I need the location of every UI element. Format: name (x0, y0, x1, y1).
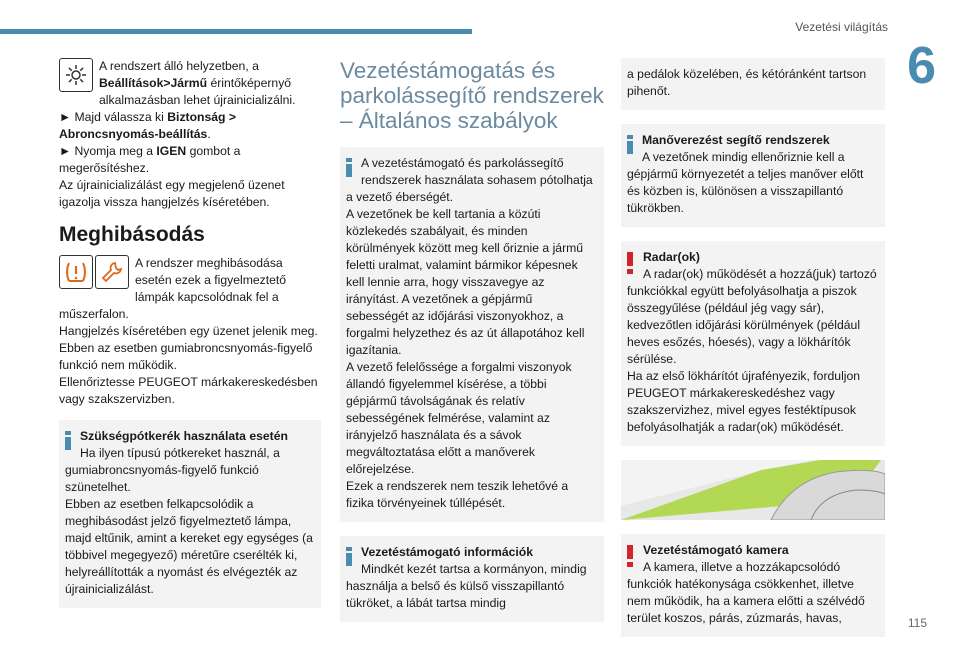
continued-note: a pedálok közelében, és kétóránként tartson pihenőt. (621, 58, 885, 110)
warning-icon (627, 252, 634, 278)
driving-info-note: Vezetéstámogató információk Mindkét kezét tartsa a kormányon, mindig használja a belső és külső visszapillantó tükröket, a lábát tartsa mindig (340, 536, 604, 622)
warning-icon (627, 545, 634, 571)
tyre-pressure-warning-icon (59, 255, 93, 289)
manoeuvre-note: Manőverezést segítő rendszerek A vezetőnek mindig ellenőriznie kell a gépjármű környezetét a teljes manőver előtt és közben is, különösen a visszapillantó tükrökben. (621, 124, 885, 227)
chapter-number: 6 (907, 37, 936, 95)
column-1 (59, 58, 321, 622)
page-number: 115 (907, 616, 927, 630)
general-rules-note: A vezetéstámogató és parkolássegítő rendszerek használata sohasem pótolhatja a vezető éberségét. A vezetőnek be kell tartania a közúti közlekedés szabályait, és minden körülmények között meg kell őriznie a jármű feletti uralmat, valamint bármikor képesnek kell lennie arra, hogy visszavegye az irányítást. A vezetőnek a gépjármű sebességét az időjárási viszonyokhoz, a forgalmi helyzethez és az út állapotához kell igazítania. A vezető felelőssége a forgalmi viszonyok állandó figyelemmel kísérése, a többi gépjármű távolságának és relatív sebességének felmérése, valamint az irányjelző használata és a sávok megváltoztatása előtt a manőverek előrejelzése. Ezek a rendszerek nem teszik lehetővé a fizika törvényeinek túllépését. (340, 147, 604, 522)
camera-warning-note: Vezetéstámogató kamera A kamera, illetve a hozzákapcsolódó funkciók hatékonysága csökkenhet, illetve nem működik, ha a kamera előtti a szélvédő terület koszos, párás, zúzmarás, havas, (621, 534, 885, 637)
column-2 (340, 58, 604, 636)
page-title: Vezetéstámogatás és parkolássegítő rendszerek – Általános szabályok (340, 58, 604, 133)
fault-text-3: Ebben az esetben gumiabroncsnyomás-figyelő funkció nem működik. (59, 341, 313, 372)
step-select: ► Majd válassza ki Biztonság > Abroncsnyomás-beállítás. (59, 110, 236, 141)
camera-illustration (621, 460, 885, 520)
reset-paragraph: A rendszert álló helyzetben, a Beállítások>Jármű érintőképernyő alkalmazásban lehet újrainicializálni. (99, 59, 296, 107)
reset-confirmation-text: Az újrainicializálást egy megjelenő üzenet igazolja vissza hangjelzés kíséretében. (59, 178, 285, 209)
info-icon (346, 158, 352, 177)
section-title: Vezetési világítás (795, 20, 888, 34)
info-icon (346, 547, 352, 566)
fault-heading: Meghibásodás (59, 223, 205, 246)
top-accent-bar (0, 29, 472, 34)
fault-text-1: A rendszer meghibásodása esetén ezek a figyelmeztető lámpák kapcsolódnak fel a műszerfalon. (59, 256, 287, 321)
fault-text-2: Hangjelzés kíséretében egy üzenet jelenik meg. (59, 324, 318, 338)
step-confirm: ► Nyomja meg a IGEN gombot a megerősítéshez. (59, 144, 241, 175)
service-wrench-icon (95, 255, 129, 289)
info-icon (627, 135, 633, 154)
info-icon (65, 431, 71, 450)
radar-warning-note: Radar(ok) A radar(ok) működését a hozzá(juk) tartozó funkciókkal együtt befolyásolhatja a piszok összegyűlése (például jég vagy sár), kedvezőtlen időjárási körülmények (például heves esőzés, hóesés), vagy a lökhárítók sérülése. Ha az első lökhárítót újrafényezik, forduljon PEUGEOT márkakereskedéshez vagy szakszervizhez, mivel egyes festéktípusok befolyásolhatják a radar(ok) működését. (621, 241, 885, 446)
fault-text-4: Ellenőriztesse PEUGEOT márkakereskedésben vagy szakszervizben. (59, 375, 318, 406)
warning-lamps (59, 255, 131, 291)
settings-gear-icon (59, 58, 93, 92)
spare-wheel-note: Szükségpótkerék használata esetén Ha ilyen típusú pótkereket használ, a gumiabroncsnyomás-figyelő funkció szünetelhet. Ebben az esetben felkapcsolódik a meghibásodást jelző figyelmeztető lámpa, majd eltűnik, amint a kereket egy egységes (a többivel megegyező) méretűre cserélték ki, helyreállították a nyomást és elvégezték az újrainicializálást. (59, 420, 321, 608)
column-3 (621, 58, 885, 651)
